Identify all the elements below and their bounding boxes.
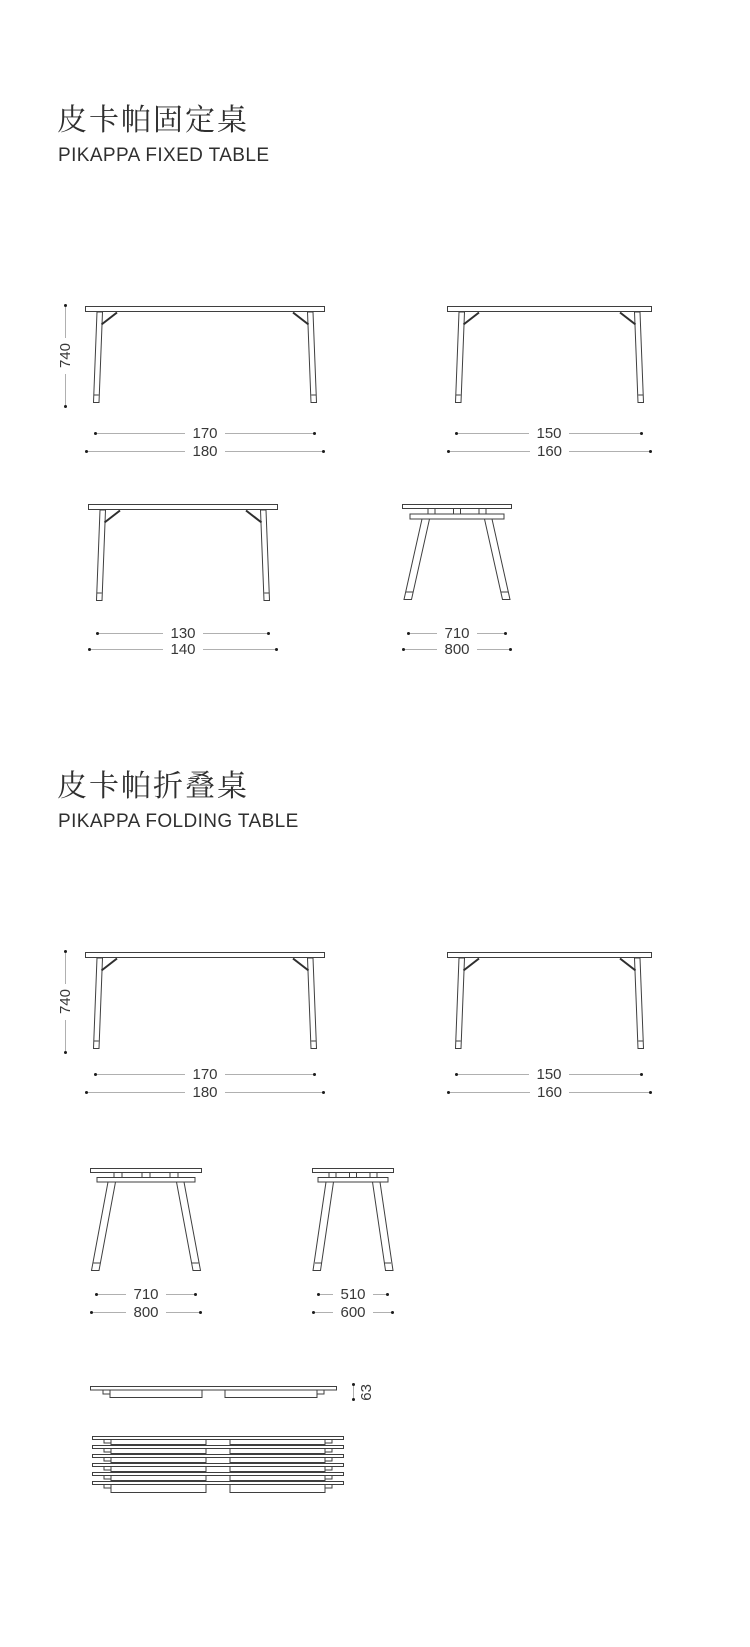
dimension-label-600: 600 [340,1303,366,1321]
dimension-dot [322,450,325,453]
dimension-line [99,633,163,634]
dimension-line [450,1092,530,1093]
dimension-line [352,1383,355,1401]
folded-table-flat-drawing [90,1386,337,1399]
dimension-dot [504,632,507,635]
dimension-line [88,451,185,452]
dimension-line [65,374,66,405]
dimension-label-510: 510 [340,1285,366,1303]
dimension-line [166,1312,199,1313]
folding-table-front-view-180-drawing [85,952,325,1052]
dimension-label-150: 150 [536,424,562,442]
folded-tables-stack-drawing [92,1436,344,1494]
dimension-dot [275,648,278,651]
fixed-table-front-view-140-drawing [88,504,278,604]
dimension-line [569,451,649,452]
dimension-line [225,1092,322,1093]
dimension-label-63: 63 [358,1383,375,1401]
dimension-dot [313,1073,316,1076]
fixed-depth-dimension-710 [407,625,507,641]
fixed-depth-dimension-800 [402,641,512,657]
dimension-label-800: 800 [133,1303,159,1321]
dimension-dot [649,450,652,453]
dimension-line [458,1074,529,1075]
folding-depth-dimension-800 [90,1304,202,1320]
fixed-width-dimension-170 [94,425,316,441]
folding-table-title-cn: 皮卡帕折叠桌 [57,770,249,803]
dimension-label-710: 710 [133,1285,159,1303]
fixed-width-dimension-150 [455,425,643,441]
folding-table-title-en: PIKAPPA FOLDING TABLE [58,811,299,832]
dimension-line [225,451,322,452]
fixed-table-front-view-180-drawing [85,306,325,406]
dimension-line [98,1294,126,1295]
dimension-line [410,633,437,634]
dimension-dot [640,1073,643,1076]
fixed-table-title-en: PIKAPPA FIXED TABLE [58,145,270,166]
dimension-line [65,1020,66,1051]
dimension-dot [391,1311,394,1314]
dimension-line [569,433,640,434]
folding-width-dimension-160 [447,1084,652,1100]
dimension-line [203,633,267,634]
folding-table-side-view-600-drawing [312,1168,394,1273]
dimension-line [91,649,163,650]
dimension-label-180: 180 [192,442,218,460]
fixed-table-side-view-drawing [402,504,512,604]
dimension-label-160: 160 [536,442,563,460]
fixed-table-front-view-160-drawing [447,306,652,406]
dimension-line [373,1312,391,1313]
folding-width-dimension-150 [455,1066,643,1082]
folding-table-side-view-800-drawing [90,1168,202,1273]
dimension-dot [194,1293,197,1296]
dimension-line [88,1092,185,1093]
dimension-dot [267,632,270,635]
dimension-label-150: 150 [536,1065,562,1083]
dimension-line [203,649,275,650]
fixed-width-dimension-160 [447,443,652,459]
dimension-dot [649,1091,652,1094]
dimension-line [225,1074,313,1075]
fixed-width-dimension-130 [96,625,270,641]
dimension-label-710: 710 [444,624,470,642]
dimension-dot [352,1398,355,1401]
fixed-table-title-cn: 皮卡帕固定桌 [57,104,249,137]
folding-width-dimension-180 [85,1084,325,1100]
dimension-line [65,953,66,984]
fixed-height-dimension [54,304,76,408]
folding-height-dimension [54,950,76,1054]
folded-thickness-dimension [352,1383,374,1401]
dimension-label-180: 180 [192,1083,218,1101]
folding-depth-dimension-600 [312,1304,394,1320]
dimension-line [477,633,504,634]
dimension-label-140: 140 [170,640,196,658]
dimension-line [225,433,313,434]
dimension-label-170: 170 [192,424,218,442]
dimension-label-160: 160 [536,1083,563,1101]
dimension-label-800: 800 [444,640,470,658]
dimension-dot [386,1293,389,1296]
dimension-line [477,649,509,650]
folding-table-front-view-160-drawing [447,952,652,1052]
dimension-line [97,433,185,434]
dimension-line [93,1312,126,1313]
dimension-line [315,1312,333,1313]
dimension-line [65,307,66,338]
dimension-line [569,1074,640,1075]
dimension-dot [64,1051,67,1054]
folding-width-dimension-170 [94,1066,316,1082]
dimension-dot [322,1091,325,1094]
dimension-line [97,1074,185,1075]
dimension-label-740: 740 [56,989,74,1015]
dimension-line [353,1386,354,1398]
dimension-line [166,1294,194,1295]
dimension-dot [509,648,512,651]
dimension-label-740: 740 [56,343,74,369]
dimension-label-170: 170 [192,1065,218,1083]
dimension-line [373,1294,386,1295]
dimension-line [569,1092,649,1093]
folding-depth-dimension-510 [317,1286,389,1302]
fixed-width-dimension-140 [88,641,278,657]
dimension-dot [640,432,643,435]
dimension-dot [64,405,67,408]
dimension-line [405,649,437,650]
dimension-dot [199,1311,202,1314]
fixed-width-dimension-180 [85,443,325,459]
dimension-label-130: 130 [170,624,196,642]
dimension-dot [313,432,316,435]
folding-depth-dimension-710 [95,1286,197,1302]
dimension-line [320,1294,333,1295]
dimension-line [458,433,529,434]
dimension-line [450,451,530,452]
